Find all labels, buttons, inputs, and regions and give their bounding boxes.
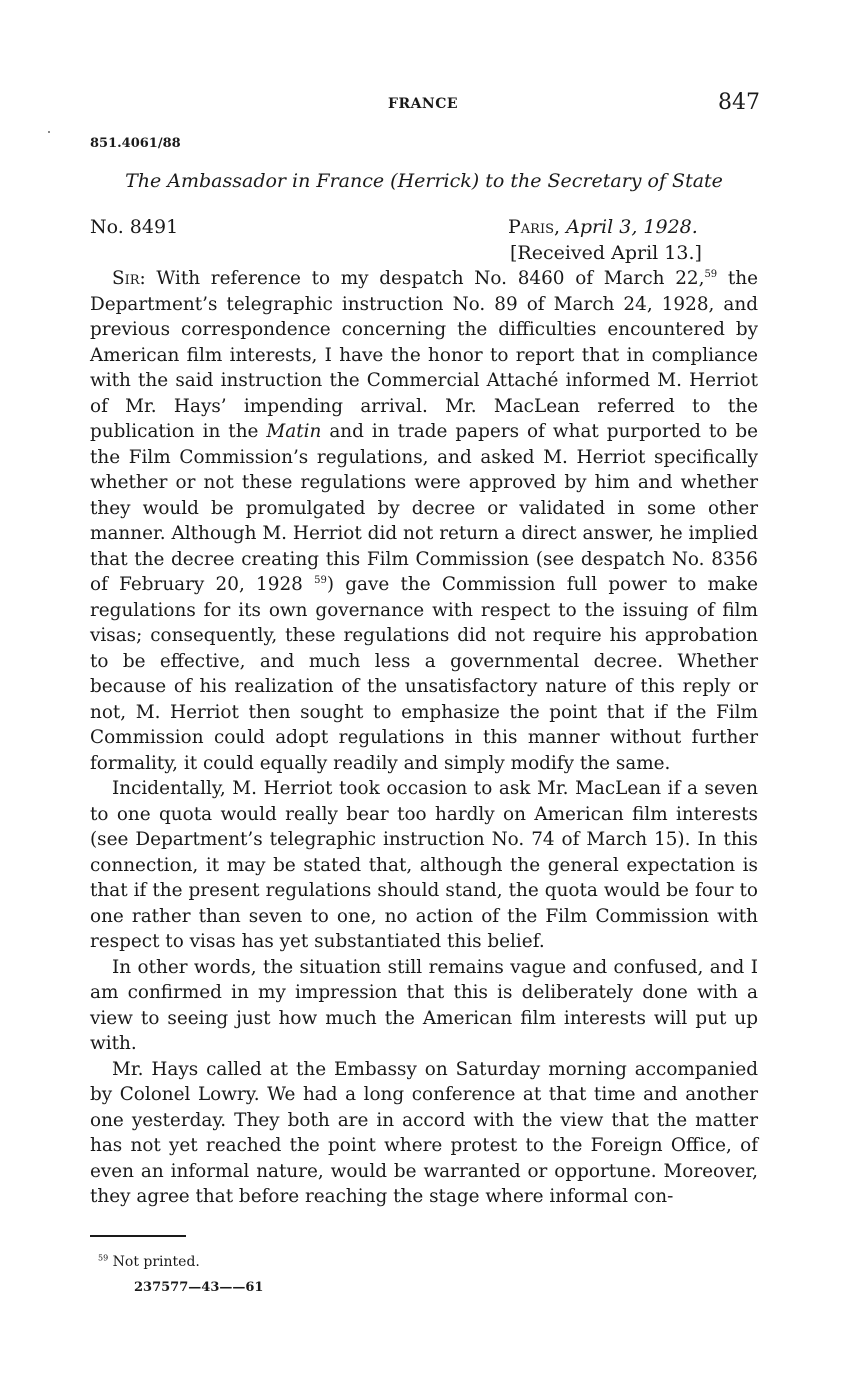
newspaper-name: Matin [266, 421, 322, 442]
paragraph-2: Incidentally, M. Herriot took occasion to ask Mr. MacLean if a seven to one quota would really bear too hardly on American film interests (see Department’s telegraphic instruction No. 74 of March 15). In this connection, it may be stated that, although the general expectation is that if the present regulations should stand, the quota would be four to one rather than seven to one, no action of the Film Commission with respect to visas has yet substantiated this belief. [90, 778, 758, 952]
footnote-text: Not printed. [112, 1254, 200, 1270]
page-number: 847 [718, 90, 760, 115]
letter-body [90, 266, 758, 1210]
p1-part-d: ) gave the Commission full power to make regulations for its own governance with respect to the issuing of film visas; consequently, these regulations did not require his approbation to be effective, and much less a governmental decree. Whether because of his realization of the unsatisfactory nature of this reply or not, M. Herriot then sought to emphasize the point that if the Film Commission could adopt regulations in this manner without further formality, it could equally readily and simply modify the same. [90, 574, 758, 774]
document-title: The Ambassador in France (Herrick) to the Secretary of State [125, 170, 723, 192]
running-head [0, 90, 863, 124]
date: April 3, 1928. [566, 216, 698, 238]
margin-dot [48, 131, 50, 133]
footnote-rule [90, 1235, 186, 1237]
footnote-ref: 59 [704, 268, 718, 280]
file-number: 851.4061/88 [90, 136, 181, 151]
p1-part-b: the Department’s telegraphic instruction No. 89 of March 24, 1928, and previous correspondence concerning the difficulties encountered by American film interests, I have the honor to report that in compliance with the said instruction the Commercial Attaché informed M. Herriot of Mr. Hays’ impending arrival. Mr. MacLean referred to the publication in the [90, 268, 758, 442]
paragraph-3: In other words, the situation still remains vague and confused, and I am confirmed in my impression that this is deliberately done with a view to seeing just how much the American film interests will put up with. [90, 956, 758, 1054]
paragraph-4: Mr. Hays called at the Embassy on Saturday morning accompanied by Colonel Lowry. We had a long conference at that time and another one yesterday. They both are in accord with the view that the matter has not yet reached the point where protest to the Foreign Office, of even an informal nature, would be warranted or opportune. Moreover, they agree that before reaching the stage where informal con- [90, 1058, 758, 1207]
footnote-ref: 59 [314, 574, 327, 586]
received-date: [Received April 13.] [510, 242, 702, 264]
place: Paris, [508, 216, 561, 238]
printer-code: 237577—43——61 [134, 1280, 264, 1295]
p1-part-c: and in trade papers of what purported to be the Film Commission’s regulations, and asked M. Herriot specifically whether or not these regulations were approved by him and whether they would be promulgated by decree or validated in some other manner. Although M. Herriot did not return a direct answer, he implied that the decree creating this Film Commission (see despatch No. 8356 of February 20, 1928 [90, 421, 758, 595]
footnote-marker: 59 [98, 1253, 109, 1263]
footnote [98, 1254, 200, 1270]
paragraph-1 [90, 266, 758, 776]
salutation: Sir: [112, 268, 146, 289]
running-head-title: FRANCE [388, 96, 459, 112]
p1-part-a: With reference to my despatch No. 8460 of March 22, [145, 268, 705, 289]
despatch-number: No. 8491 [90, 216, 179, 238]
place-date [508, 216, 698, 238]
